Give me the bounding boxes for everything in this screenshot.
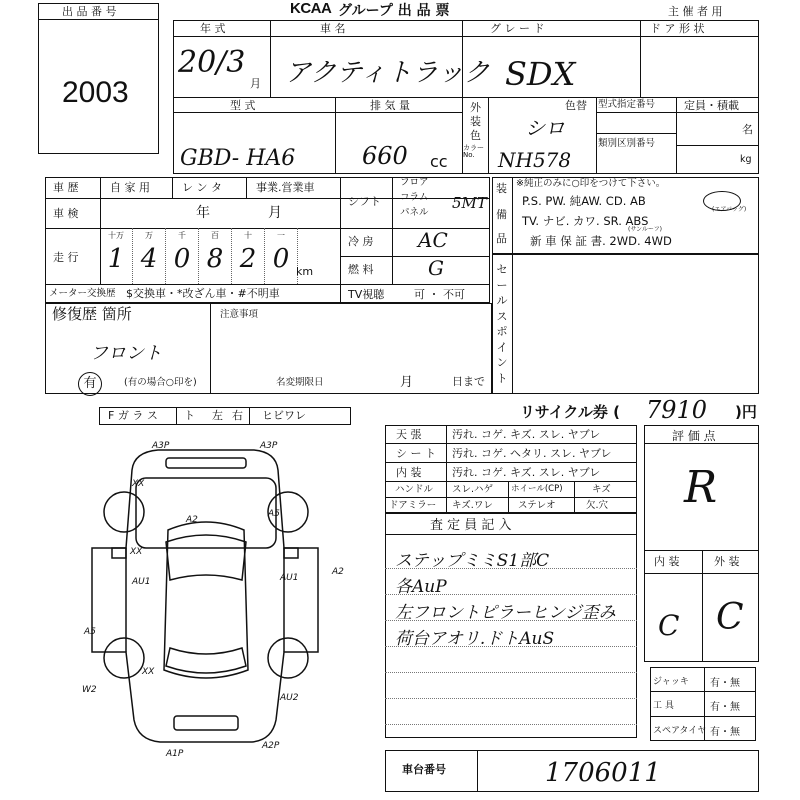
mileage-digit-value: 0 — [173, 244, 191, 274]
wheel-label: ホイール(CP) — [511, 484, 563, 494]
wheel-front-left — [104, 492, 144, 532]
chassis-label: 車台番号 — [402, 763, 446, 776]
tools-rows — [650, 667, 756, 741]
shift-panel: パネル — [400, 207, 429, 218]
mileage-digit-value: 0 — [272, 244, 290, 274]
glass-option-right: 右 — [232, 409, 243, 422]
history-rental: レ ン タ — [182, 181, 222, 194]
repair-value: フロント — [90, 343, 162, 364]
windshield — [166, 535, 246, 580]
transfer-month: 月 — [400, 375, 414, 390]
ac-value: AC — [418, 228, 448, 252]
grade-value: SDX — [505, 55, 576, 93]
type-label: 型 式 — [230, 99, 256, 112]
glass-option-crack: ヒビワレ — [262, 409, 306, 422]
shift-label: シフト — [348, 195, 381, 208]
mark-a2-right: A2 — [332, 567, 344, 577]
mark-a5-left: A5 — [84, 627, 96, 637]
front-bumper — [174, 716, 238, 730]
capacity-people-unit: 名 — [742, 123, 753, 136]
inspector-lines — [385, 534, 637, 738]
notes-label: 注意事項 — [220, 309, 259, 320]
history-private: 自 家 用 — [110, 181, 150, 194]
mileage-digit-cell — [100, 228, 133, 284]
mark-a5-top: A5 — [268, 509, 280, 519]
sales-point-char: イ — [496, 340, 508, 354]
glass-option-top: ト — [184, 409, 195, 422]
front-glass-label: F ガ ラ ス — [108, 409, 158, 422]
grade-label: グ レ ー ド — [490, 22, 545, 35]
tool-label: ジャッキ — [653, 677, 689, 687]
rear-window — [166, 648, 246, 673]
inspector-line: ステップミミS1部C — [395, 551, 550, 571]
year-value: 20/3 — [178, 45, 246, 80]
equipment-line-2: TV. ナビ. カワ. SR. ABS — [522, 214, 649, 228]
mark-w2: W2 — [82, 685, 97, 695]
repair-has-mark: 有 — [78, 372, 102, 396]
mileage-digit-label: 十 — [244, 231, 252, 240]
repair-legend: (有の場合○印を) — [124, 377, 197, 388]
mileage-digit-cell — [265, 228, 298, 284]
recycle-unit: )円 — [735, 403, 757, 421]
mirror-left — [112, 548, 126, 558]
exterior-label-3: 色 — [470, 129, 481, 142]
meter-exchange-options: $交換車・*改ざん車・#不明車 — [126, 287, 280, 300]
transfer-day: 日まで — [452, 375, 485, 388]
mileage-digit-cell — [232, 228, 265, 284]
mark-xx-tl: XX — [132, 479, 145, 489]
km-unit: km — [296, 265, 314, 278]
fuel-label: 燃 料 — [348, 263, 374, 276]
equipment-line-3: 新 車 保 証 書. 2WD. 4WD — [530, 234, 672, 248]
mileage-digit-value: 8 — [206, 244, 224, 274]
organizer-label: 主 催 者 用 — [668, 5, 723, 18]
month-unit: 月 — [250, 77, 261, 90]
stereo-label: ステレオ — [518, 500, 556, 511]
year-label: 年 式 — [200, 22, 226, 35]
tool-value: 有・無 — [710, 702, 740, 713]
mileage-digit-value: 4 — [140, 244, 158, 274]
recycle-value: 7910 — [646, 396, 708, 424]
sales-point-char: セ — [496, 263, 508, 276]
equipment-note: ※純正のみに○印をつけて下さい。 — [516, 178, 666, 189]
handle-options: スレ.ハゲ — [452, 484, 494, 495]
recycle-label: リサイクル券 ( — [520, 403, 620, 421]
rear-bumper — [166, 458, 246, 468]
mileage-digit-cell — [199, 228, 232, 284]
sales-point-char: ス — [496, 309, 508, 323]
mark-au1-left: AU1 — [132, 577, 151, 587]
sales-point-block — [492, 254, 759, 394]
inspection-month: 月 — [268, 205, 282, 221]
wheel-rear-right — [268, 638, 308, 678]
mileage-digits — [100, 228, 298, 284]
fuel-value: G — [428, 256, 444, 280]
mark-a2-top: A2 — [186, 515, 198, 525]
mileage-digit-label: 一 — [277, 231, 285, 240]
mark-xx-mid: XX — [130, 547, 143, 557]
exterior-label-1: 外 — [470, 101, 481, 114]
exterior-grade: C — [716, 597, 744, 638]
chassis-number: 1706011 — [545, 758, 661, 788]
history-label: 車 歴 — [53, 181, 79, 194]
mileage-label: 走 行 — [53, 251, 79, 264]
cc-unit: cc — [430, 152, 448, 171]
interior-grade-label: 内 装 — [654, 555, 680, 568]
equipment-label-1: 装 — [496, 182, 507, 195]
equipment-label-3: 品 — [496, 232, 507, 245]
tv-label: TV視聴 — [348, 288, 385, 301]
sales-point-char: ン — [496, 356, 508, 369]
mark-au2: AU2 — [280, 693, 299, 703]
mileage-digit-label: 千 — [178, 231, 186, 240]
color-no-label: カラーNo. — [463, 144, 484, 159]
type-designation-label: 型式指定番号 — [598, 99, 656, 110]
meter-exchange-label: メーター交換歴 — [49, 288, 116, 299]
mark-a3p-left: A3P — [152, 441, 170, 451]
seat-options: 汚れ. コゲ. ヘタリ. スレ. ヤブレ — [452, 447, 612, 460]
transfer-deadline-label: 名変期限日 — [276, 377, 324, 388]
stereo-options: 欠.穴 — [586, 500, 609, 511]
tool-value: 有・無 — [710, 727, 740, 738]
displacement-label: 排 気 量 — [370, 99, 410, 112]
lot-number-label: 出 品 番 号 — [62, 5, 117, 18]
interior-grade: C — [658, 609, 680, 642]
tool-label: スペアタイヤ — [653, 726, 707, 736]
mileage-digit-label: 万 — [145, 231, 153, 240]
handle-label: ハンドル — [395, 484, 434, 495]
tool-value: 有・無 — [710, 678, 740, 689]
equipment-line-1: P.S. PW. 純AW. CD. AB — [522, 194, 646, 208]
sales-point-char: ル — [496, 294, 508, 307]
mirror-label: ドアミラー — [389, 500, 437, 511]
history-business: 事業.営業車 — [256, 181, 315, 194]
displacement-value: 660 — [362, 142, 408, 170]
ceiling-label: 天 張 — [396, 428, 422, 441]
type-value: GBD- HA6 — [180, 146, 296, 171]
mileage-digit-value: 2 — [239, 244, 257, 274]
mark-xx-low: XX — [142, 667, 155, 677]
ac-label: 冷 房 — [348, 235, 374, 248]
color-change-label: 色替 — [565, 99, 587, 112]
brand-logo: KCAA — [290, 0, 332, 17]
evaluation-score: R — [684, 462, 718, 513]
mark-a3p-right: A3P — [260, 441, 278, 451]
equipment-line-1-sub: (エアバッグ) — [712, 206, 747, 213]
tool-label: 工 具 — [653, 701, 674, 711]
inspector-line: 荷台アオリ.ドトAuS — [395, 629, 555, 649]
mirror-options: キズ.ワレ — [452, 500, 493, 511]
model-label: 車 名 — [320, 22, 346, 35]
evaluation-label: 評 価 点 — [672, 429, 716, 443]
interior-options: 汚れ. コゲ. キズ. スレ. ヤブレ — [452, 466, 601, 479]
sales-point-char: ト — [496, 371, 508, 385]
capacity-kg-unit: kg — [740, 154, 752, 165]
ceiling-options: 汚れ. コゲ. キズ. スレ. ヤブレ — [452, 428, 601, 441]
cargo-bed — [136, 478, 276, 548]
mileage-digit-label: 十万 — [108, 231, 124, 240]
airbag-circle — [703, 191, 741, 211]
interior-label: 内 装 — [396, 466, 422, 479]
mark-au1-right: AU1 — [280, 573, 299, 583]
exterior-label-2: 装 — [470, 115, 481, 128]
inspector-line: 各AuP — [395, 577, 447, 597]
shift-value: 5MT — [452, 194, 487, 212]
sales-point-char: ー — [496, 278, 508, 292]
model-value: アクティトラック — [285, 58, 490, 88]
mileage-digit-label: 百 — [211, 231, 219, 240]
color-value: シロ — [525, 116, 565, 140]
inspector-label: 査 定 員 記 入 — [430, 518, 512, 533]
shift-floor: フロア — [400, 177, 429, 188]
exterior-grade-label: 外 装 — [714, 555, 740, 568]
equipment-label-2: 備 — [496, 208, 507, 221]
equipment-line-2-sub: (サンルーフ) — [628, 226, 662, 233]
inspector-line: 左フロントピラーヒンジ歪み — [395, 603, 616, 623]
class-no-label: 類別区別番号 — [598, 138, 656, 149]
seat-label: シ ー ト — [396, 447, 436, 460]
form-title: グループ 出 品 票 — [338, 3, 450, 19]
lot-number: 2003 — [62, 76, 129, 109]
mileage-digit-value: 1 — [107, 244, 125, 274]
tv-value: 可 ・ 不可 — [414, 288, 465, 301]
mark-a1p: A1P — [166, 749, 184, 759]
capacity-label: 定員・積載 — [684, 99, 739, 112]
color-code: NH578 — [498, 148, 572, 172]
car-damage-diagram — [40, 430, 370, 770]
wheel-options: キズ — [592, 484, 611, 495]
repair-label: 修復歴 箇所 — [52, 305, 132, 323]
shift-column: コラム — [400, 192, 429, 203]
mark-a2p: A2P — [262, 741, 280, 751]
sales-point-char: ポ — [496, 325, 508, 338]
wheel-rear-left — [104, 638, 144, 678]
inspection-label: 車 検 — [53, 207, 79, 220]
sales-point-label — [494, 262, 510, 386]
mileage-digit-cell — [166, 228, 199, 284]
mirror-right — [284, 548, 298, 558]
inspection-year: 年 — [196, 205, 210, 221]
glass-option-left: 左 — [212, 409, 223, 422]
mileage-digit-cell — [133, 228, 166, 284]
doors-shape-label: ド ア 形 状 — [650, 22, 705, 35]
